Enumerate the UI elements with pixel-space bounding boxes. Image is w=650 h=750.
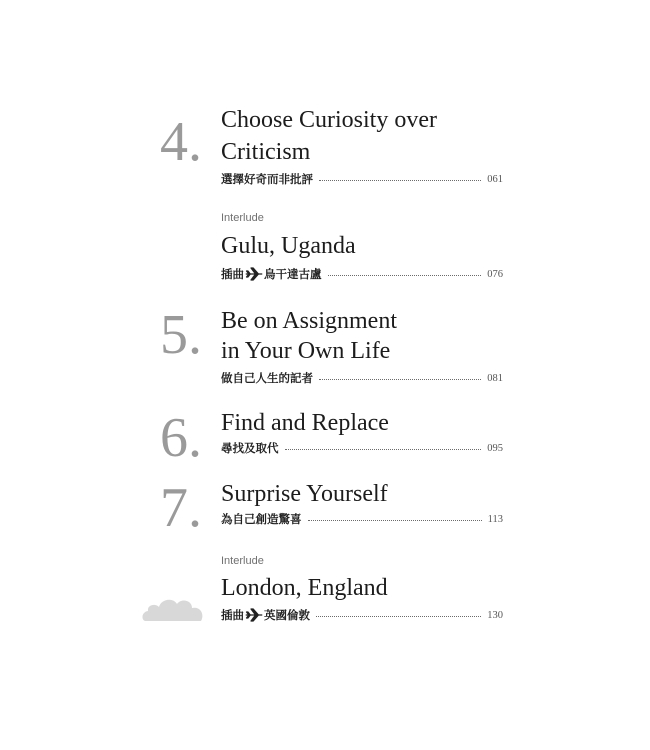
chapter-title: in Your Own Life bbox=[221, 338, 391, 364]
toc-entry[interactable] bbox=[221, 369, 503, 387]
page-number: 113 bbox=[487, 513, 503, 525]
page-number: 076 bbox=[487, 268, 503, 280]
interlude-subtitle-text: 英國倫敦 bbox=[264, 608, 310, 622]
chapter-title: Surprise Yourself bbox=[221, 481, 388, 507]
page-number: 061 bbox=[487, 173, 503, 185]
dot-leader bbox=[328, 275, 482, 276]
dot-leader bbox=[308, 520, 482, 521]
chapter-number: 5. bbox=[160, 304, 202, 366]
dot-leader bbox=[319, 379, 481, 380]
chapter-subtitle: 選擇好奇而非批評 bbox=[221, 172, 313, 186]
chapter-number: 7. bbox=[160, 477, 202, 539]
chapter-subtitle: 做自己人生的記者 bbox=[221, 371, 313, 385]
chapter-number: 6. bbox=[160, 407, 202, 469]
interlude-title: Gulu, Uganda bbox=[221, 233, 356, 259]
chapter-subtitle: 為自己創造驚喜 bbox=[221, 512, 302, 526]
toc-entry[interactable] bbox=[221, 439, 503, 457]
chapter-subtitle: 尋找及取代 bbox=[221, 441, 279, 455]
dot-leader bbox=[285, 449, 482, 450]
interlude-label: Interlude bbox=[221, 555, 264, 567]
toc-entry[interactable] bbox=[221, 170, 503, 188]
interlude-subtitle-text: 烏干達古盧 bbox=[264, 267, 322, 281]
interlude-prefix: 插曲 bbox=[221, 267, 244, 281]
chapter-title: Criticism bbox=[221, 139, 311, 165]
chapter-title: Be on Assignment bbox=[221, 308, 398, 334]
toc-entry[interactable] bbox=[221, 265, 503, 283]
page-number: 130 bbox=[487, 609, 503, 621]
interlude-title: London, England bbox=[221, 575, 388, 601]
interlude-subtitle bbox=[221, 266, 322, 282]
toc-entry[interactable] bbox=[221, 606, 503, 624]
cloud-icon bbox=[142, 592, 206, 622]
chapter-title: Find and Replace bbox=[221, 410, 389, 436]
interlude-prefix: 插曲 bbox=[221, 608, 244, 622]
chapter-title: Choose Curiosity over bbox=[221, 107, 437, 133]
dot-leader bbox=[316, 616, 481, 617]
page-number: 095 bbox=[487, 442, 503, 454]
chapter-number: 4. bbox=[160, 111, 202, 173]
interlude-subtitle bbox=[221, 607, 310, 623]
airplane-icon bbox=[245, 608, 263, 622]
page-number: 081 bbox=[487, 372, 503, 384]
interlude-label: Interlude bbox=[221, 212, 264, 224]
dot-leader bbox=[319, 180, 481, 181]
toc-entry[interactable] bbox=[221, 510, 503, 528]
airplane-icon bbox=[245, 267, 263, 281]
